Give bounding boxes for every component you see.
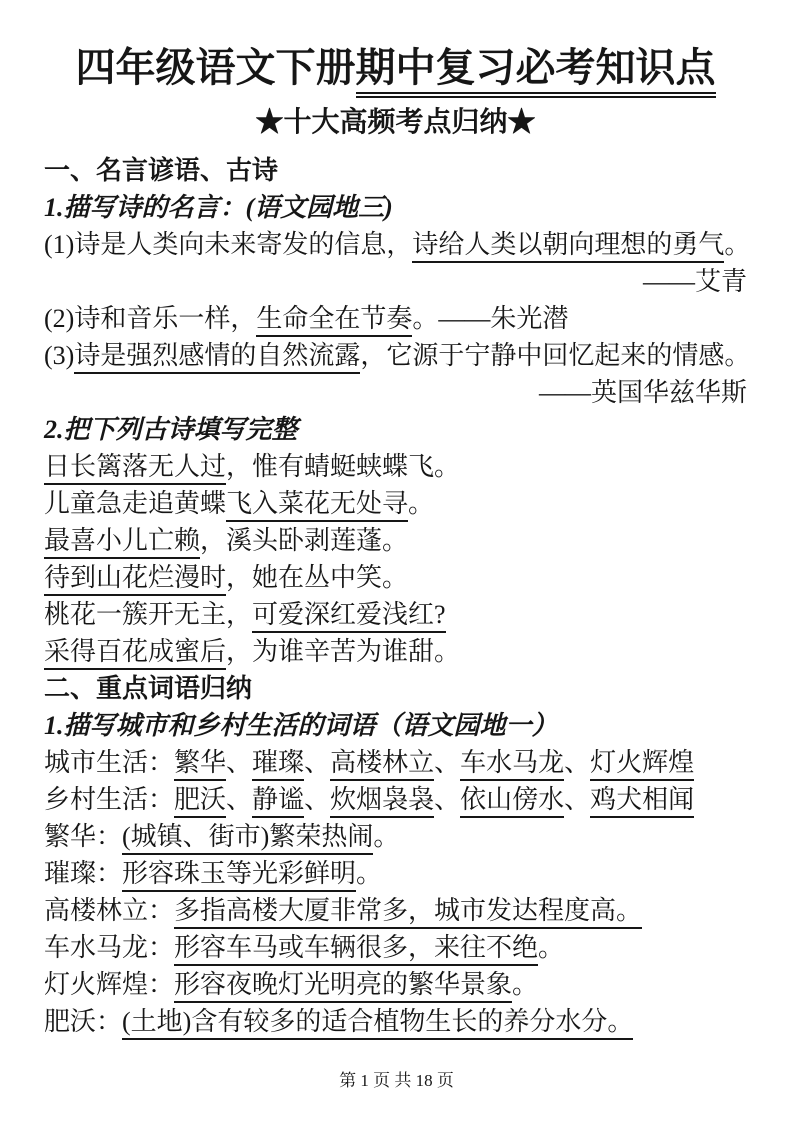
underlined-answer: 飞入菜花无处寻 — [226, 489, 408, 522]
word-list-line — [44, 781, 747, 818]
text-segment: (1)诗是人类向未来寄发的信息， — [44, 230, 413, 259]
text-segment: 、 — [564, 785, 591, 814]
text-segment: 、 — [564, 748, 591, 777]
text-segment: 乡村生活： — [44, 785, 175, 814]
text-segment: 、 — [304, 785, 331, 814]
text-segment: (2)诗和音乐一样， — [44, 304, 257, 333]
definition-line — [44, 892, 747, 929]
title-plain: 四年级语文下册 — [75, 45, 356, 90]
underlined-answer: 诗给人类以朝向理想的勇气 — [412, 230, 724, 263]
text-segment: 车水马龙： — [44, 933, 175, 962]
page-title — [44, 44, 747, 92]
poem-line — [44, 559, 747, 596]
text-segment: 肥沃： — [44, 1007, 123, 1036]
underlined-answer: 鸡犬相闻 — [590, 785, 694, 818]
text-segment: ，它源于宁静中回忆起来的情感。 — [360, 341, 751, 370]
text-segment: ，惟有蜻蜓蛱蝶飞。 — [226, 452, 461, 481]
definition-line — [44, 818, 747, 855]
text-segment: 。 — [356, 859, 383, 888]
text-segment: ——艾青 — [642, 267, 747, 296]
sub-heading — [44, 411, 747, 448]
text-segment: 。 — [512, 970, 539, 999]
text-segment: 。——朱光潜 — [412, 304, 569, 333]
underlined-answer: 车水马龙 — [460, 748, 564, 781]
text-segment: 一、名言谚语、古诗 — [44, 156, 279, 185]
sub-heading — [44, 707, 747, 744]
underlined-answer: 形容车马或车辆很多，来往不绝 — [174, 933, 538, 966]
underlined-answer: 炊烟袅袅 — [330, 785, 434, 818]
text-segment: 灯火辉煌： — [44, 970, 175, 999]
text-segment: 。 — [538, 933, 565, 962]
underlined-answer: 静谧 — [252, 785, 304, 818]
poem-line — [44, 596, 747, 633]
underlined-answer: 采得百花成蜜后 — [44, 637, 226, 670]
text-segment: 高楼林立： — [44, 896, 175, 925]
text-segment: 、 — [226, 785, 253, 814]
underlined-answer: 高楼林立 — [330, 748, 434, 781]
page-number: 第 1 页 共 18 页 — [339, 1071, 454, 1090]
underlined-answer: 形容珠玉等光彩鲜明 — [122, 859, 356, 892]
text-segment: 、 — [434, 748, 461, 777]
underlined-answer: 生命全在节奏 — [256, 304, 412, 337]
poem-line — [44, 485, 747, 522]
text-segment: 城市生活： — [44, 748, 175, 777]
underlined-answer: 肥沃 — [174, 785, 226, 818]
text-segment: 。 — [724, 230, 751, 259]
poem-line — [44, 448, 747, 485]
text-segment: 、 — [226, 748, 253, 777]
text-line — [44, 300, 747, 337]
underlined-answer: 繁华 — [174, 748, 226, 781]
definition-line — [44, 929, 747, 966]
underlined-answer: (城镇、街市)繁荣热闹 — [122, 822, 373, 855]
underlined-answer: 形容夜晚灯光明亮的繁华景象 — [174, 970, 512, 1003]
title-underlined: 期中复习必考知识点 — [356, 45, 716, 98]
underlined-answer: 灯火辉煌 — [590, 748, 694, 781]
text-segment: 儿童急走追黄蝶 — [44, 489, 227, 518]
section-heading — [44, 152, 747, 189]
page-subtitle: ★十大高频考点归纳★ — [255, 107, 536, 138]
underlined-answer: 日长篱落无人过 — [44, 452, 226, 485]
sub-heading — [44, 189, 747, 226]
text-segment: ——英国华兹华斯 — [538, 378, 747, 407]
text-segment: 。 — [373, 822, 400, 851]
text-segment: 桃花一簇开无主， — [44, 600, 253, 629]
underlined-answer: 多指高楼大厦非常多，城市发达程度高。 — [174, 896, 642, 929]
underlined-answer: (土地)含有较多的适合植物生长的养分水分。 — [122, 1007, 633, 1040]
text-segment: ，为谁辛苦为谁甜。 — [226, 637, 461, 666]
document-body — [44, 152, 751, 1040]
text-segment: ，她在丛中笑。 — [226, 563, 409, 592]
poem-line — [44, 522, 747, 559]
text-segment: 。 — [408, 489, 435, 518]
underlined-answer: 最喜小儿亡赖 — [44, 526, 200, 559]
underlined-answer: 璀璨 — [252, 748, 304, 781]
section-heading — [44, 670, 747, 707]
underlined-answer: 依山傍水 — [460, 785, 564, 818]
text-segment: 、 — [304, 748, 331, 777]
text-segment: 璀璨： — [44, 859, 123, 888]
underlined-answer: 诗是强烈感情的自然流露 — [74, 341, 360, 374]
text-segment: 1.描写诗的名言：(语文园地三) — [44, 193, 393, 222]
text-segment: 1.描写城市和乡村生活的词语（语文园地一） — [44, 711, 558, 740]
underlined-answer: 可爱深红爱浅红? — [252, 600, 446, 633]
underlined-answer: 待到山花烂漫时 — [44, 563, 226, 596]
definition-line — [44, 855, 747, 892]
text-segment: (3) — [44, 341, 75, 370]
word-list-line — [44, 744, 747, 781]
text-line — [44, 337, 751, 374]
poem-line — [44, 633, 747, 670]
text-segment: 2.把下列古诗填写完整 — [44, 415, 298, 444]
definition-line — [44, 1003, 747, 1040]
text-segment: 繁华： — [44, 822, 123, 851]
attribution-line — [44, 263, 747, 300]
text-segment: 二、重点词语归纳 — [44, 674, 253, 703]
text-segment: ，溪头卧剥莲蓬。 — [200, 526, 409, 555]
attribution-line — [44, 374, 747, 411]
text-line — [44, 226, 751, 263]
definition-line — [44, 966, 747, 1003]
text-segment: 、 — [434, 785, 461, 814]
